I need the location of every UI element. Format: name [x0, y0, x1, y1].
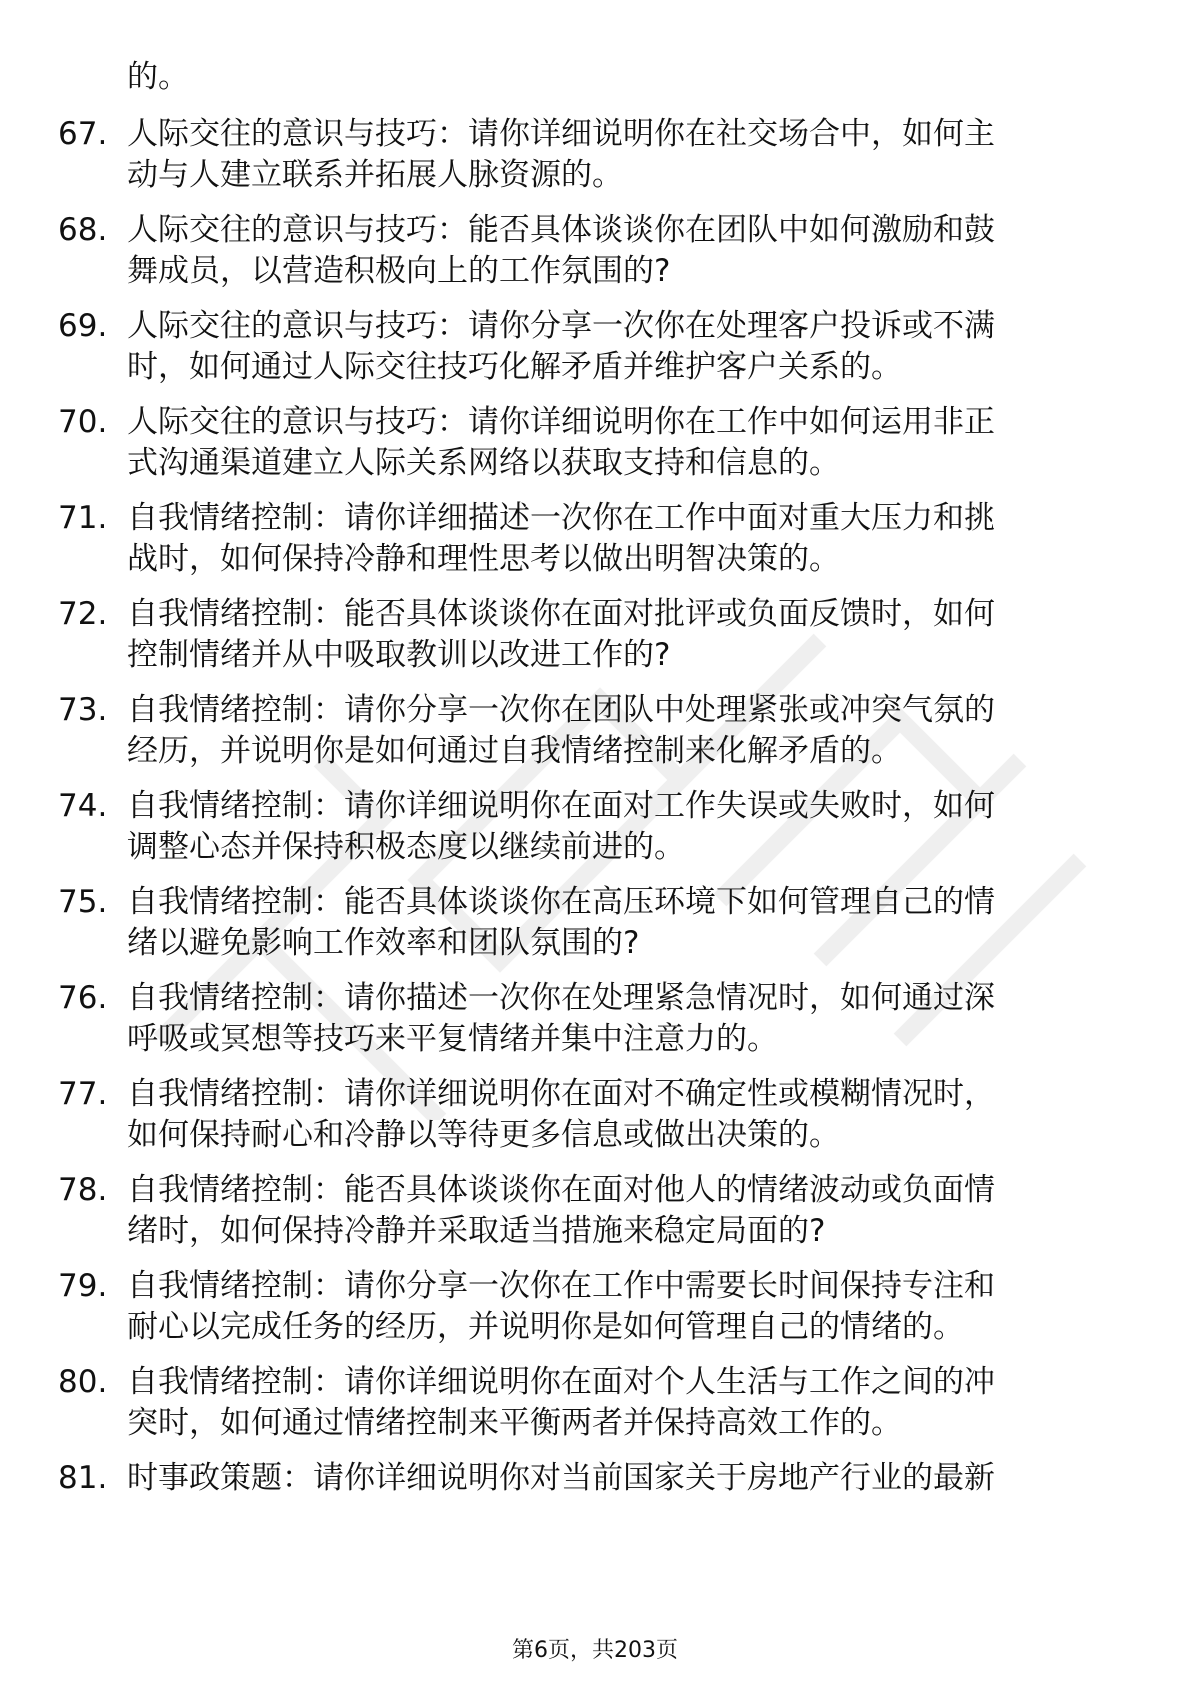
question-text-line-2: 绪时，如何保持冷静并采取适当措施来稳定局面的?: [127, 1213, 826, 1249]
question-text-line-2: 呼吸或冥想等技巧来平复情绪并集中注意力的。: [127, 1021, 778, 1057]
question-text-line-2: 战时，如何保持冷静和理性思考以做出明智决策的。: [127, 541, 840, 577]
question-text-line-1: 人际交往的意识与技巧：请你详细说明你在工作中如何运用非正: [127, 404, 995, 440]
question-text-line-1: 自我情绪控制：请你详细说明你在面对个人生活与工作之间的冲: [127, 1364, 995, 1400]
question-number: 79.: [58, 1268, 108, 1304]
question-text-line-1: 自我情绪控制：请你详细描述一次你在工作中面对重大压力和挑: [127, 500, 995, 536]
question-text-line-2: 如何保持耐心和冷静以等待更多信息或做出决策的。: [127, 1117, 840, 1153]
question-number: 74.: [58, 788, 108, 824]
question-text-line-2: 时，如何通过人际交往技巧化解矛盾并维护客户关系的。: [127, 349, 902, 385]
question-number: 68.: [58, 212, 108, 248]
continuation-text: 的。: [127, 59, 189, 95]
question-text-line-2: 耐心以完成任务的经历，并说明你是如何管理自己的情绪的。: [127, 1309, 964, 1345]
question-number: 76.: [58, 980, 108, 1016]
question-text-line-1: 自我情绪控制：请你描述一次你在处理紧急情况时，如何通过深: [127, 980, 995, 1016]
question-text-line-2: 式沟通渠道建立人际关系网络以获取支持和信息的。: [127, 445, 840, 481]
question-text-line-2: 突时，如何通过情绪控制来平衡两者并保持高效工作的。: [127, 1405, 902, 1441]
question-number: 71.: [58, 500, 108, 536]
question-number: 72.: [58, 596, 108, 632]
question-text-line-1: 人际交往的意识与技巧：请你分享一次你在处理客户投诉或不满: [127, 308, 995, 344]
question-text-line-2: 舞成员，以营造积极向上的工作氛围的?: [127, 253, 671, 289]
question-text-line-2: 动与人建立联系并拓展人脉资源的。: [127, 157, 623, 193]
question-text-line-1: 自我情绪控制：请你分享一次你在团队中处理紧张或冲突气氛的: [127, 692, 995, 728]
question-text-line-1: 自我情绪控制：请你分享一次你在工作中需要长时间保持专注和: [127, 1268, 995, 1304]
question-text-line-2: 经历，并说明你是如何通过自我情绪控制来化解矛盾的。: [127, 733, 902, 769]
page-number-footer: 第6页，共203页: [512, 1638, 678, 1663]
question-text-line-2: 控制情绪并从中吸取教训以改进工作的?: [127, 637, 671, 673]
question-text-line-1: 自我情绪控制：能否具体谈谈你在高压环境下如何管理自己的情: [127, 884, 995, 920]
question-text-line-1: 自我情绪控制：能否具体谈谈你在面对批评或负面反馈时，如何: [127, 596, 995, 632]
question-text-line-1: 时事政策题：请你详细说明你对当前国家关于房地产行业的最新: [127, 1460, 995, 1496]
question-number: 81.: [58, 1460, 108, 1496]
question-number: 70.: [58, 404, 108, 440]
question-number: 75.: [58, 884, 108, 920]
question-number: 77.: [58, 1076, 108, 1112]
question-number: 80.: [58, 1364, 108, 1400]
question-text-line-1: 人际交往的意识与技巧：能否具体谈谈你在团队中如何激励和鼓: [127, 212, 995, 248]
question-number: 69.: [58, 308, 108, 344]
question-text-line-1: 人际交往的意识与技巧：请你详细说明你在社交场合中，如何主: [127, 116, 995, 152]
question-text-line-2: 绪以避免影响工作效率和团队氛围的?: [127, 925, 640, 961]
question-number: 67.: [58, 116, 108, 152]
question-number: 73.: [58, 692, 108, 728]
question-number: 78.: [58, 1172, 108, 1208]
question-text-line-1: 自我情绪控制：请你详细说明你在面对工作失误或失败时，如何: [127, 788, 995, 824]
question-text-line-1: 自我情绪控制：能否具体谈谈你在面对他人的情绪波动或负面情: [127, 1172, 995, 1208]
question-text-line-1: 自我情绪控制：请你详细说明你在面对不确定性或模糊情况时，: [127, 1076, 995, 1112]
question-text-line-2: 调整心态并保持积极态度以继续前进的。: [127, 829, 685, 865]
